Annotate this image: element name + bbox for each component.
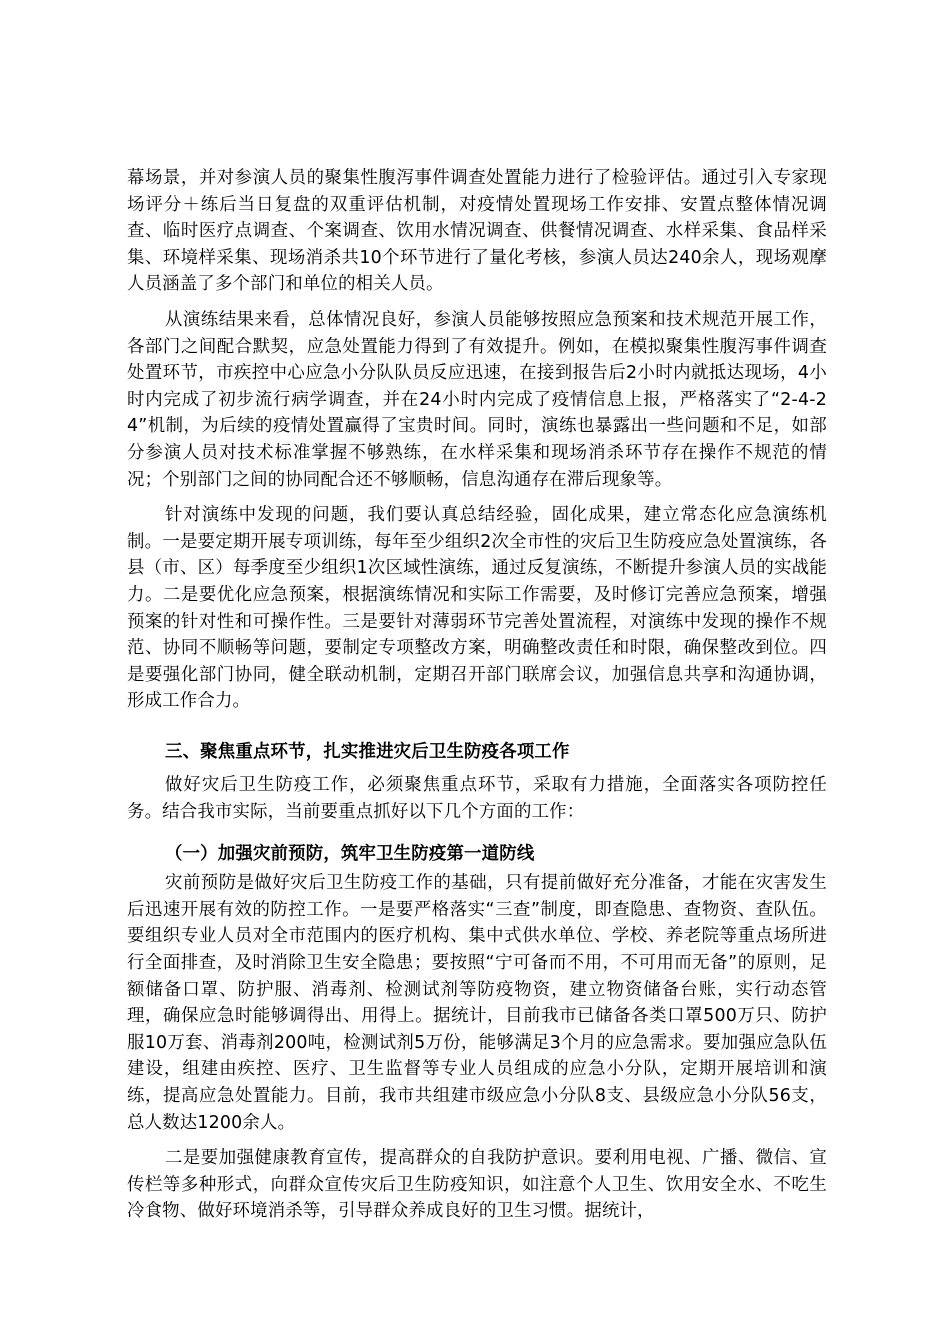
paragraph-drill-evaluation: 幕场景，并对参演人员的聚集性腹泻事件调查处置能力进行了检验评估。通过引入专家现场评分＋练后当日复盘的双重评估机制，对疫情处置现场工作安排、安置点整体情况调查、临时医疗点调查、个案调查、饮用水情况调查、供餐情况调查、水样采集、食品样采集、环境样采集、现场消杀共10个环节进行了量化考核，参演人员达240余人，现场观摩人员涵盖了多个部门和单位的相关人员。 — [127, 168, 827, 295]
paragraph-section-intro: 做好灾后卫生防疫工作，必须聚焦重点环节，采取有力措施，全面落实各项防控任务。结合我市实际，当前要重点抓好以下几个方面的工作： — [127, 775, 827, 823]
paragraph-pre-disaster-prevention: 灾前预防是做好灾后卫生防疫工作的基础，只有提前做好充分准备，才能在灾害发生后迅速开展有效的防控工作。一是要严格落实“三查”制度，即查隐患、查物资、查队伍。要组织专业人员对全市范围内的医疗机构、集中式供水单位、学校、养老院等重点场所进行全面排查，及时消除卫生安全隐患；要按照“宁可备而不用，不可用而无备”的原则，足额储备口罩、防护服、消毒剂、检测试剂等防疫物资，建立物资储备台账，实行动态管理，确保应急时能够调得出、用得上。据统计，目前我市已储备各类口罩500万只、防护服10万套、消毒剂200吨，检测试剂5万份，能够满足3个月的应急需求。要加强应急队伍建设，组建由疾控、医疗、卫生监督等专业人员组成的应急小分队，定期开展培训和演练，提高应急处置能力。目前，我市共组建市级应急小分队8支、县级应急小分队56支，总人数达1200余人。 — [127, 873, 827, 1133]
section-heading-three: 三、聚焦重点环节，扎实推进灾后卫生防疫各项工作 — [165, 741, 570, 762]
paragraph-drill-improvements: 针对演练中发现的问题，我们要认真总结经验，固化成果，建立常态化应急演练机制。一是要定期开展专项训练，每年至少组织2次全市性的灾后卫生防疫应急处置演练，各县（市、区）每季度至少组织1次区域性演练，通过反复演练，不断提升参演人员的实战能力。二是要优化应急预案，根据演练情况和实际工作需要，及时修订完善应急预案，增强预案的针对性和可操作性。三是要针对薄弱环节完善处置流程，对演练中发现的操作不规范、协同不顺畅等问题，要制定专项整改方案，明确整改责任和时限，确保整改到位。四是要强化部门协同，健全联动机制，定期召开部门联席会议，加强信息共享和沟通协调，形成工作合力。 — [127, 505, 827, 712]
paragraph-drill-results: 从演练结果来看，总体情况良好，参演人员能够按照应急预案和技术规范开展工作，各部门之间配合默契，应急处置能力得到了有效提升。例如，在模拟聚集性腹泻事件调查处置环节，市疾控中心应急小分队队员反应迅速，在接到报告后2小时内就抵达现场，4小时内完成了初步流行病学调查，并在24小时内完成了疫情信息上报，严格落实了“2-4-24”机制，为后续的疫情处置赢得了宝贵时间。同时，演练也暴露出一些问题和不足，如部分参演人员对技术标准掌握不够熟练，在水样采集和现场消杀环节存在操作不规范的情况；个别部门之间的协同配合还不够顺畅，信息沟通存在滞后现象等。 — [127, 309, 827, 490]
document-page — [127, 165, 827, 1225]
subsection-heading-one: （一）加强灾前预防，筑牢卫生防疫第一道防线 — [165, 843, 535, 864]
paragraph-health-education: 二是要加强健康教育宣传，提高群众的自我防护意识。要利用电视、广播、微信、宣传栏等多种形式，向群众宣传灾后卫生防疫知识，如注意个人卫生、饮用安全水、不吃生冷食物、做好环境消杀等，引导群众养成良好的卫生习惯。据统计， — [127, 1148, 827, 1222]
